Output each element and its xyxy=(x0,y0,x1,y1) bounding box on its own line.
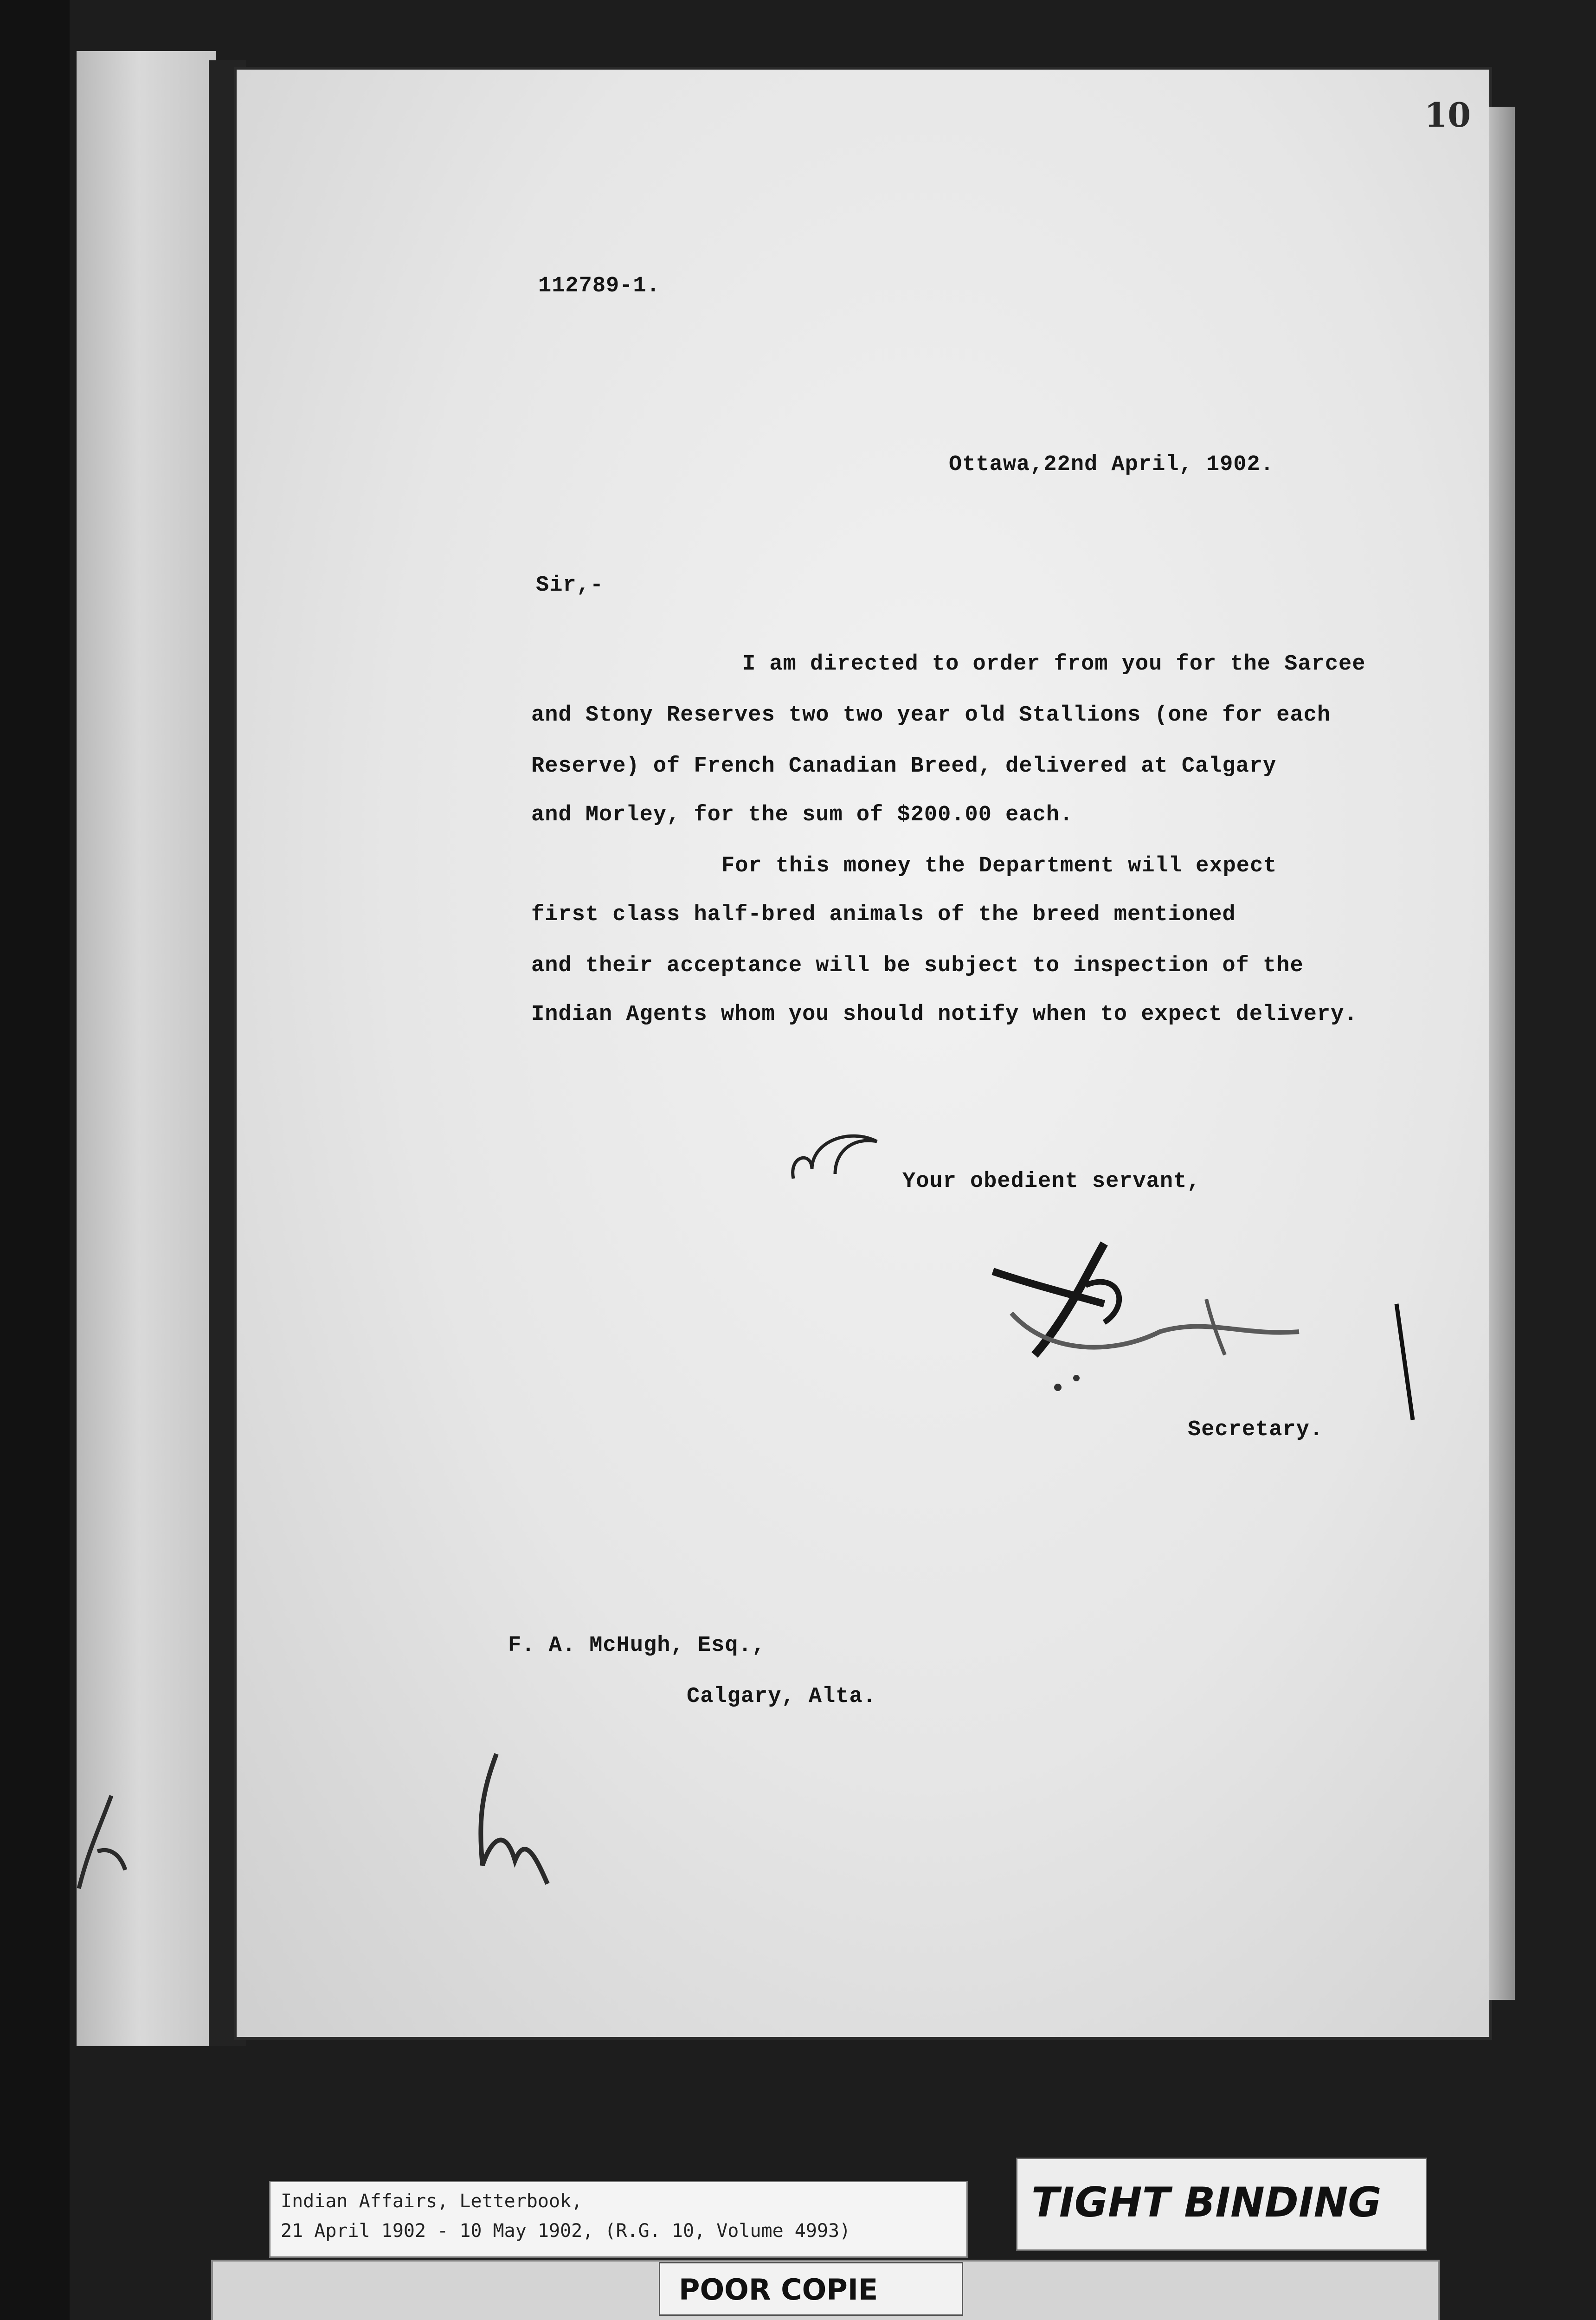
archive-label-line-2: 21 April 1902 - 10 May 1902, (R.G. 10, Volume 4993) xyxy=(281,2220,851,2242)
page-number: 10 xyxy=(1424,95,1471,135)
body-line-6: first class half-bred animals of the breed mentioned xyxy=(531,902,1236,927)
closing: Your obedient servant, xyxy=(902,1169,1201,1194)
archive-label-line-1: Indian Affairs, Letterbook, xyxy=(281,2191,583,2212)
ink-flourish xyxy=(784,1123,891,1197)
handwritten-signature xyxy=(965,1216,1336,1401)
clerk-initials xyxy=(464,1745,571,1898)
letter-page xyxy=(237,70,1489,2037)
archive-reference-label xyxy=(269,2181,968,2258)
body-line-4: and Morley, for the sum of $200.00 each. xyxy=(531,803,1074,827)
body-line-3: Reserve) of French Canadian Breed, delivered at Calgary xyxy=(531,754,1277,779)
body-line-2: and Stony Reserves two two year old Stallions (one for each xyxy=(531,703,1331,728)
file-number: 112789-1. xyxy=(538,274,660,298)
salutation: Sir,- xyxy=(536,573,604,598)
body-line-5: For this money the Department will expect xyxy=(721,854,1277,878)
margin-notation xyxy=(70,1777,135,1898)
adjacent-page xyxy=(77,51,216,2046)
body-line-8: Indian Agents whom you should notify when to expect delivery. xyxy=(531,1002,1358,1027)
signatory-title: Secretary. xyxy=(1188,1418,1324,1442)
addressee-place: Calgary, Alta. xyxy=(687,1684,876,1709)
addressee-name: F. A. McHugh, Esq., xyxy=(508,1633,766,1658)
body-line-7: and their acceptance will be subject to inspection of the xyxy=(531,954,1304,978)
tight-binding-note xyxy=(1016,2158,1427,2251)
film-border xyxy=(0,0,70,2320)
place-date: Ottawa,22nd April, 1902. xyxy=(949,452,1274,477)
poor-copie-text: POOR COPIE xyxy=(679,2273,878,2307)
ink-stroke xyxy=(1392,1299,1420,1438)
tight-binding-text: TIGHT BINDING xyxy=(1031,2178,1382,2226)
page-stack-edge xyxy=(1489,107,1515,2000)
poor-copie-note xyxy=(659,2262,963,2316)
body-line-1: I am directed to order from you for the Sarcee xyxy=(742,652,1366,677)
